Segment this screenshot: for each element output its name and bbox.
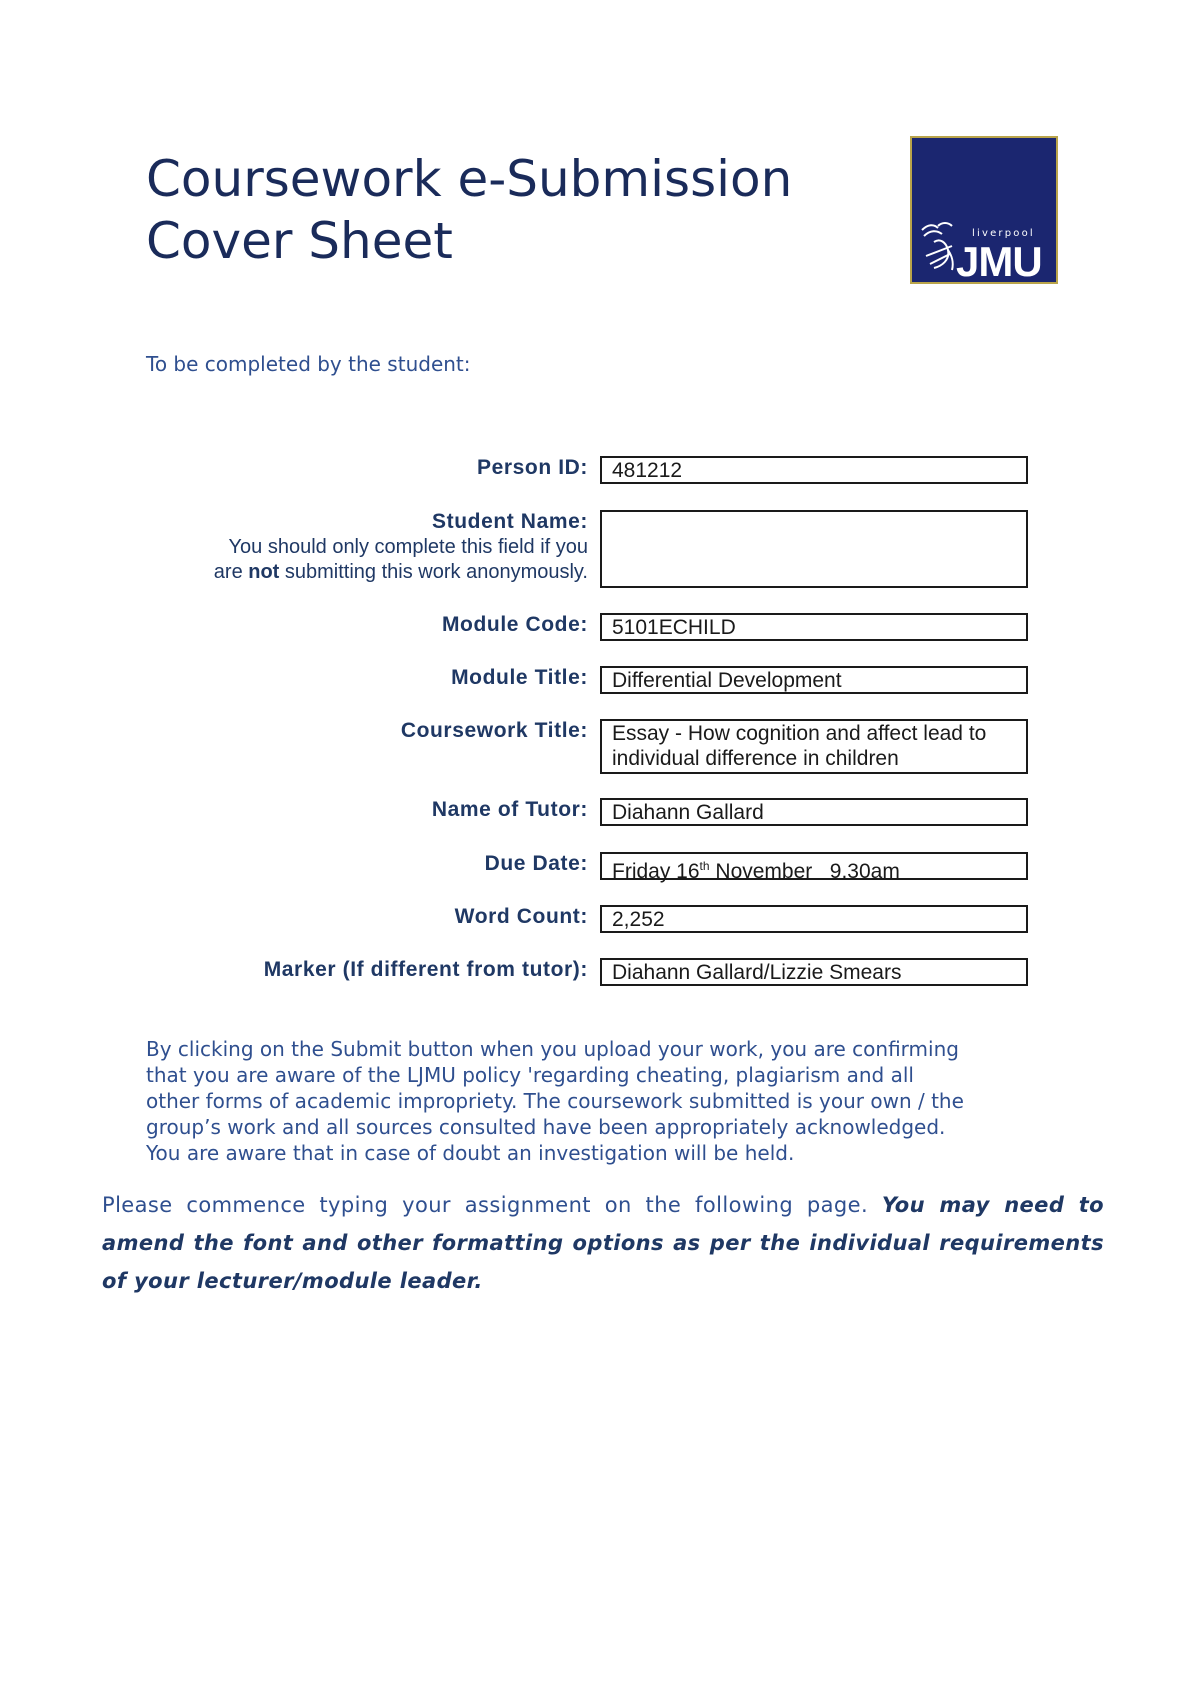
page-title <box>146 148 826 272</box>
due-date-label: Due Date: <box>484 852 588 875</box>
page-title-line-1: Coursework e-Submission <box>146 150 793 208</box>
tutor-field[interactable]: Diahann Gallard <box>600 798 1028 826</box>
typing-instruction <box>102 1186 1104 1300</box>
due-date-field[interactable]: Friday 16th November 9.30am <box>600 852 1028 880</box>
logo-wordmark: liverpool <box>972 228 1035 239</box>
module-code-label: Module Code: <box>441 613 588 636</box>
intro-text: To be completed by the student: <box>146 352 471 376</box>
person-id-label: Person ID: <box>476 456 588 479</box>
module-title-field[interactable]: Differential Development <box>600 666 1028 694</box>
marker-field[interactable]: Diahann Gallard/Lizzie Smears <box>600 958 1028 986</box>
student-name-label: Student Name: <box>432 510 588 533</box>
student-name-note-line-1: You should only complete this field if you <box>228 536 588 558</box>
statement-line-1: By clicking on the Submit button when you upload your work, you are confirming <box>146 1037 959 1061</box>
instruction-emphasis: You may need to amend the font and other formatting options as per the individual requirements of your lecturer/module leader. <box>102 1193 1104 1293</box>
emphasis-not: not <box>248 561 280 583</box>
student-name-field[interactable] <box>600 510 1028 588</box>
statement-line-2: that you are aware of the LJMU policy 'regarding cheating, plagiarism and all <box>146 1063 914 1087</box>
instruction-text: Please commence typing your assignment on the following page. <box>102 1193 882 1217</box>
page-title-line-2: Cover Sheet <box>146 212 453 270</box>
marker-label: Marker (If different from tutor): <box>263 958 588 981</box>
coursework-title-field[interactable] <box>600 719 1028 774</box>
statement-line-5: You are aware that in case of doubt an investigation will be held. <box>146 1141 795 1165</box>
ljmu-logo <box>910 136 1058 284</box>
coursework-title-value-line-1: Essay - How cognition and affect lead to <box>612 722 987 745</box>
module-code-field[interactable]: 5101ECHILD <box>600 613 1028 641</box>
word-count-field[interactable]: 2,252 <box>600 905 1028 933</box>
statement-line-4: group’s work and all sources consulted have been appropriately acknowledged. <box>146 1115 946 1139</box>
module-title-label: Module Title: <box>451 666 588 689</box>
confirmation-statement <box>146 1036 1086 1166</box>
due-date-ordinal: th <box>699 859 710 873</box>
coursework-title-label: Coursework Title: <box>400 719 588 742</box>
word-count-label: Word Count: <box>454 905 588 928</box>
tutor-label: Name of Tutor: <box>431 798 588 821</box>
person-id-field[interactable]: 481212 <box>600 456 1028 484</box>
coursework-title-value-line-2: individual difference in children <box>612 747 899 770</box>
statement-line-3: other forms of academic impropriety. The coursework submitted is your own / the <box>146 1089 964 1113</box>
logo-initials: JMU <box>956 238 1042 285</box>
student-name-note-line-2: are not submitting this work anonymously. <box>213 561 588 583</box>
